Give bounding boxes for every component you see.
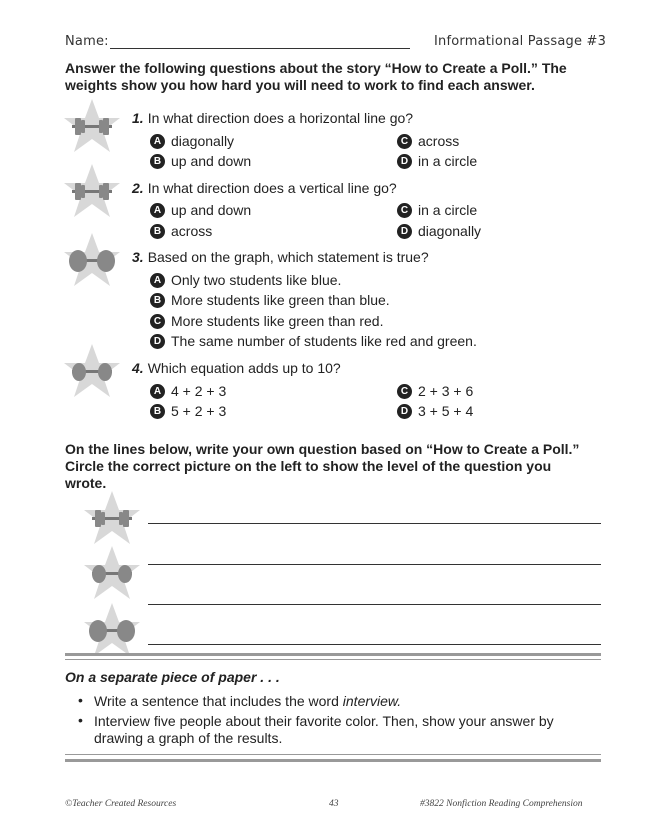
option-2b[interactable]: B across	[150, 223, 212, 239]
footer-publisher: ©Teacher Created Resources	[65, 799, 177, 809]
question-4: 4. Which equation adds up to 10?	[132, 360, 341, 376]
divider	[65, 754, 601, 755]
question-2: 2. In what direction does a vertical line go?	[132, 180, 397, 196]
option-3a[interactable]: A Only two students like blue.	[150, 272, 341, 288]
weight-medium-icon[interactable]	[82, 545, 142, 601]
option-4a[interactable]: A 4 + 2 + 3	[150, 383, 226, 399]
weight-heavy-icon	[62, 232, 122, 288]
page-number: 43	[329, 799, 339, 809]
answer-line[interactable]	[148, 644, 601, 645]
weight-light-icon[interactable]	[82, 490, 142, 546]
weight-heavy-icon[interactable]	[82, 602, 142, 658]
option-4b[interactable]: B 5 + 2 + 3	[150, 403, 226, 419]
weight-light-icon	[62, 163, 122, 219]
divider	[65, 659, 601, 660]
extra-bullet-1: Write a sentence that includes the word interview.	[94, 693, 402, 709]
footer-book-title: #3822 Nonfiction Reading Comprehension	[420, 799, 583, 809]
bullet-icon: •	[78, 712, 83, 728]
name-label: Name:	[65, 34, 109, 49]
option-3c[interactable]: C More students like green than red.	[150, 313, 383, 329]
option-1b[interactable]: B up and down	[150, 153, 251, 169]
option-2a[interactable]: A up and down	[150, 202, 251, 218]
bullet-icon: •	[78, 692, 83, 708]
divider	[65, 759, 601, 762]
option-4c[interactable]: C 2 + 3 + 6	[397, 383, 473, 399]
option-2d[interactable]: D diagonally	[397, 223, 481, 239]
option-3d[interactable]: D The same number of students like red and green.	[150, 333, 477, 349]
answer-line[interactable]	[148, 604, 601, 605]
answer-line[interactable]	[148, 523, 601, 524]
passage-label: Informational Passage #3	[434, 34, 607, 49]
option-1d[interactable]: D in a circle	[397, 153, 477, 169]
option-2c[interactable]: C in a circle	[397, 202, 477, 218]
question-3: 3. Based on the graph, which statement is true?	[132, 249, 429, 265]
weight-light-icon	[62, 98, 122, 154]
name-blank-line[interactable]	[110, 48, 410, 49]
question-1: 1. In what direction does a horizontal line go?	[132, 110, 414, 126]
option-3b[interactable]: B More students like green than blue.	[150, 292, 390, 308]
divider	[65, 653, 601, 656]
extra-bullet-2: Interview five people about their favorite color. Then, show your answer by drawing a graph of the results.	[94, 713, 554, 746]
extra-title: On a separate piece of paper . . .	[65, 669, 280, 685]
instructions: Answer the following questions about the story “How to Create a Poll.” The weights show you how hard you will need to work to find each answer.	[65, 60, 567, 93]
option-4d[interactable]: D 3 + 5 + 4	[397, 403, 473, 419]
option-1a[interactable]: A diagonally	[150, 133, 234, 149]
option-1c[interactable]: C across	[397, 133, 459, 149]
weight-medium-icon	[62, 343, 122, 399]
answer-line[interactable]	[148, 564, 601, 565]
write-instructions: On the lines below, write your own question based on “How to Create a Poll.” Circle the correct picture on the left to show the level of the question you wrote.	[65, 441, 580, 491]
